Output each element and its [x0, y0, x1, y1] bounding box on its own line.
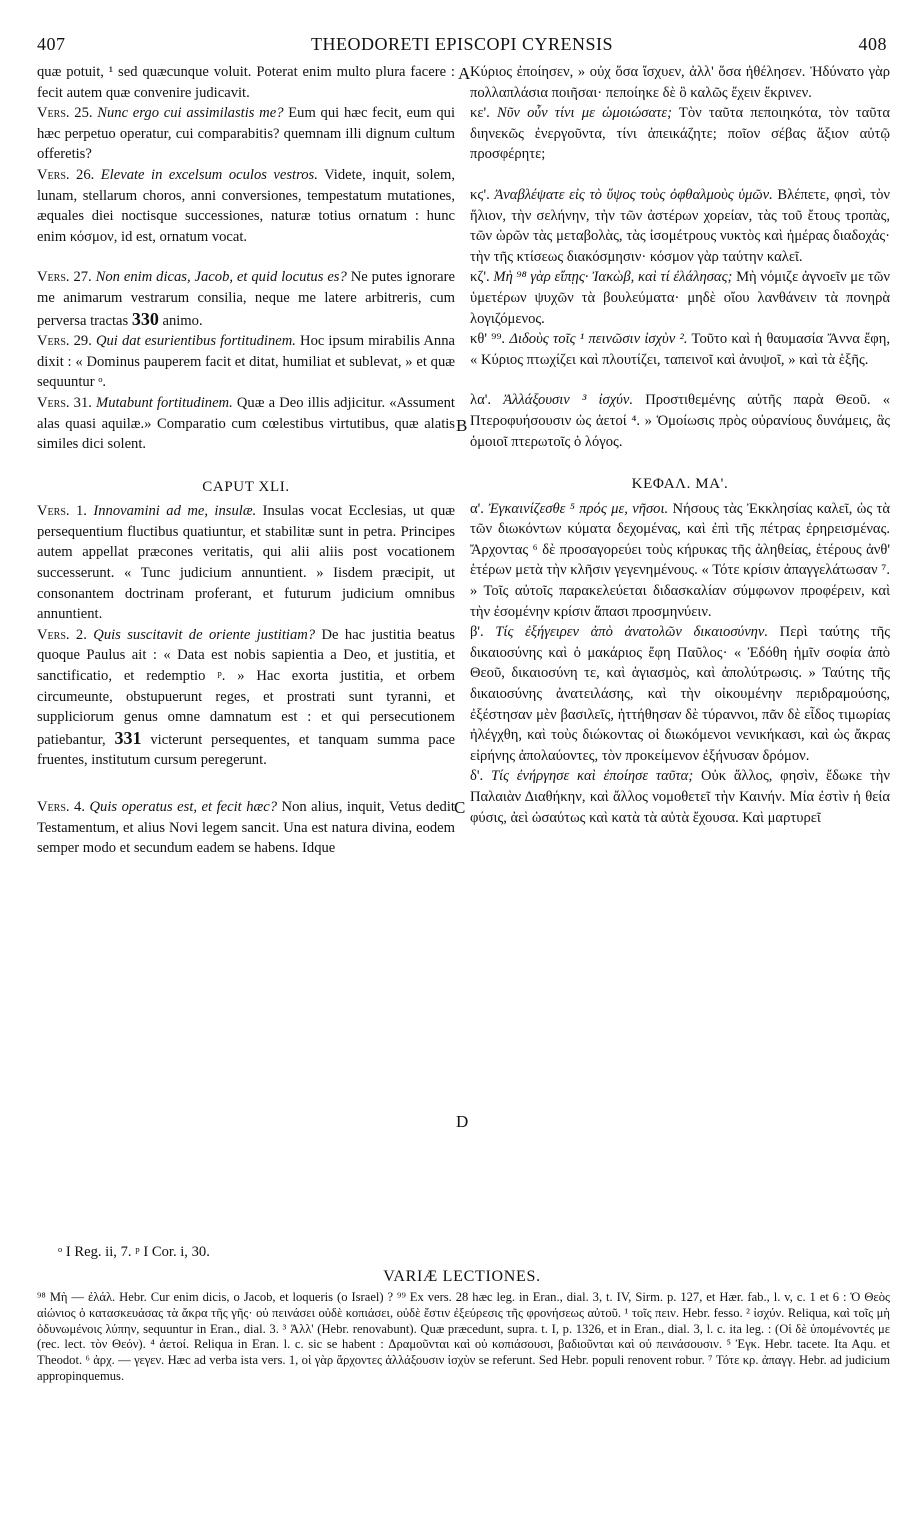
- right-page-number: 408: [858, 34, 887, 54]
- commentary-text: Βλέπετε, φησὶ, τὸν ἥλιον, τὴν σελήνην, τὴν τῶν ἀστέρων χορείαν, τὰς τοῦ ἔτους τροπὰς, τῶν ὡρῶν τὰς μεταβολὰς, τὰς ἰσομέτρους νυκτὸς καὶ ἡμέρας διαδοχάς· τὴν τῆς κτίσεως διακόσμησιν· κόσμον γὰρ ταύτην καλεῖ.: [470, 186, 890, 265]
- spacer: [37, 455, 455, 475]
- commentary-text: Hoc ipsum mirabilis Anna dixit : « Dominus pauperem facit et ditat, humiliat et sublevat, » et quæ sequuntur ᵒ.: [37, 333, 455, 391]
- spacer: [37, 771, 455, 797]
- spacer: [470, 165, 890, 185]
- running-title: THEODORETI EPISCOPI CYRENSIS: [310, 34, 614, 54]
- commentary-text: Τοῦτο καὶ ἡ θαυμασία Ἄννα ἔφη, « Κύριος πτωχίζει καὶ πλουτίζει, ταπεινοῖ καὶ ἀνυψοῖ, » καὶ τὰ ἑξῆς.: [470, 331, 890, 368]
- margin-letter-d: D: [456, 1112, 469, 1131]
- variae-lectiones-title: VARIÆ LECTIONES.: [383, 1268, 541, 1285]
- verse-lemma: Elevate in excelsum oculos vestros.: [100, 166, 318, 183]
- verse-lemma: Μὴ ⁹⁸ γὰρ εἴπῃς· Ἰακὼβ, καὶ τί ἐλάλησας;: [493, 269, 733, 286]
- verse-label: Vers. 31.: [37, 394, 92, 411]
- latin-paragraph: quæ potuit, ¹ sed quæcunque voluit. Poterat enim multo plura facere : fecit autem quæ convenire judicavit.: [37, 64, 455, 101]
- commentary-text: De hac justitia beatus quoque Paulus ait : « Data est nobis sapientia a Deo, et justitia, et sanctificatio, et redemptio ᵖ. » Hac exorta justitia, et orbem circumeunte, obstupuerunt reges, et prostrati sunt tyranni, et suppliciorum genus omne damnatum est : et qui persecutionem patiebantur,: [37, 626, 455, 748]
- verse-label: Vers. 29.: [37, 333, 92, 350]
- verse-lemma: Nunc ergo cui assimilastis me?: [97, 105, 284, 122]
- commentary-text: Περὶ ταύτης τῆς δικαιοσύνης καὶ ὁ μακάριος ἔφη Παῦλος· « Ἐδόθη ἡμῖν σοφία ἀπὸ Θεοῦ, δικαιοσύνη τε, καὶ ἁγιασμὸς, καὶ ἀπολύτρωσις. » Ταύτης τῆς δικαιοσύνης ἀνατειλάσης, καὶ τὴν οἰκουμένην περιδραμούσης, ἐξέστησαν μὲν βασιλεῖς, ἡττήθησαν δὲ τύραννοι, πᾶν δὲ εἶδος τιμωρίας ἠλέγχθη, καὶ τοὺς διώκοντας οἱ διωκόμενοι νενικήκασι, καὶ ὡς ἄκρας εἰρήνης ἀπολαύοντες, τὸν προκείμενον ἐξήνυσαν δρόμον.: [470, 624, 890, 764]
- verse-lemma: Διδοὺς τοῖς ¹ πεινῶσιν ἰσχὺν ².: [509, 331, 688, 348]
- verse-label: Vers. 25.: [37, 105, 93, 122]
- greek-paragraph: [470, 185, 890, 267]
- commentary-text: Insulas vocat Ecclesias, ut quæ persequentium fluctibus quatiuntur, et stabilitæ sunt in petra. Principes autem appellat præcones veritatis, qui alii aliis post vocationem successerunt. « Tunc judicium annuntient. » Iisdem præcipit, ut consonantem doctrinam proferant, et futurum judicium omnibus annuntient.: [37, 503, 455, 623]
- verse-number: β'.: [470, 624, 484, 641]
- latin-paragraph: [37, 267, 455, 331]
- verse-lemma: Ἀναβλέψατε εἰς τὸ ὕψος τοὺς ὀφθαλμοὺς ὑμῶν.: [494, 186, 773, 203]
- spacer: [37, 247, 455, 267]
- variant-readings: ⁹⁸ Μὴ — ἐλάλ. Hebr. Cur enim dicis, o Jacob, et loqueris (o Israel) ? ⁹⁹ Ex vers. 28 hæc leg. in Eran., dial. 3, t. IV, Sirm. p. 127, et Hær. fab., l. v, c. 1 et 6 : Ὁ Θεὸς αἰώνιος ὁ κατασκευάσας τὰ ἄκρα τῆς γῆς· οὐ πεινάσει οὐδὲ κοπιάσει, οὐδὲ ἔστιν ἐξεύρεσις τῆς φρονήσεως αὐτοῦ. ¹ τοῖς πειν. Hebr. fesso. ² ἰσχύν. Reliqua, καὶ τοῖς μὴ ὀδυνωμένοις λύπην, sequuntur in Eran., dial. 3. ³ Ἀλλ' (Hebr. renovabunt). Quæ præcedunt, supra. t. I, p. 1326, et in Eran., dial. 3, l. c. ita leg. : (Οἱ δὲ ὑπομένοντές με (rec. lect. τὸν Θεόν). ⁴ ἀετοί. Reliqua in Eran. l. c. sic se habent : Δραμοῦνται καὶ οὐ κοπιάσουσι, βαδιοῦνται καὶ οὐ πεινάσουσιν. ⁵ Ἐγκ. Hebr. tacete. Ita Aqu. et Theodot. ⁶ ἀρχ. — γεγεν. Hæc ad verba ista vers. 1, οἱ γὰρ ἄρχοντες ἀλλάξουσιν ἰσχὺν se referunt. Sed Hebr. populi renovent robur. ⁷ Τότε κρ. ἀπαγγ. Hebr. ad judicium appropinquemus.: [37, 1290, 890, 1383]
- commentary-text: animo.: [162, 312, 203, 329]
- commentary-text: Eum qui hæc fecit, eum qui hæc perpetuo operatur, cui comparabitis? quemnam illi dignum cultum offeretis?: [37, 105, 456, 163]
- verse-label: Vers. 26.: [37, 166, 95, 183]
- commentary-text: Ne putes ignorare me animarum vestrarum consilia, neque me latere arbitreris, cum perversa tractas: [37, 269, 455, 329]
- verse-lemma: Quis suscitavit de oriente justitiam?: [93, 626, 316, 643]
- verse-number: κϛ'.: [470, 186, 490, 203]
- column-number: 331: [114, 727, 142, 748]
- verse-label: Vers. 1.: [37, 503, 87, 520]
- chapter-heading: CAPUT XLI.: [202, 478, 290, 495]
- verse-lemma: Ἐγκαινίζεσθε ⁵ πρός με, νῆσοι.: [488, 500, 669, 517]
- verse-lemma: Innovamini ad me, insulæ.: [93, 503, 257, 520]
- commentary-text: Οὐκ ἄλλος, φησὶν, ἔδωκε τὴν Παλαιὰν Διαθήκην, καὶ ἄλλος νομοθετεῖ τὴν Καινήν. Μία ἐστὶν ἡ θεία φύσις, ἀεὶ ὡσαύτως καὶ κατὰ τὰ αὐτὰ ἔχουσα. Καὶ μαρτυρεῖ: [470, 768, 890, 826]
- verse-lemma: Τίς ἐνήργησε καὶ ἐποίησε ταῦτα;: [490, 768, 694, 785]
- variae-lectiones-text: [37, 1290, 890, 1385]
- column-number: 330: [131, 308, 159, 329]
- verse-lemma: Τίς ἐξήγειρεν ἀπὸ ἀνατολῶν δικαιοσύνην.: [495, 624, 769, 641]
- verse-label: Vers. 27.: [37, 269, 92, 286]
- greek-paragraph: [470, 499, 890, 623]
- greek-paragraph: [470, 267, 890, 329]
- latin-paragraph: [37, 501, 455, 625]
- spacer: [470, 452, 890, 472]
- margin-letter-b: B: [456, 416, 468, 435]
- verse-number: κζ'.: [470, 269, 490, 286]
- verse-label: Vers. 4.: [37, 799, 85, 815]
- latin-paragraph: [37, 165, 455, 247]
- spacer: [470, 370, 890, 390]
- commentary-text: victerunt persequentes, et tanquam summa pace fruentes, institutum cursum peregerunt.: [37, 731, 455, 769]
- latin-paragraph: [37, 103, 455, 165]
- verse-number: α'.: [470, 500, 484, 517]
- latin-column: [37, 62, 455, 859]
- left-page-number: 407: [37, 34, 66, 54]
- footnote-references: ᵒ I Reg. ii, 7. ᵖ I Cor. i, 30.: [58, 1244, 210, 1260]
- commentary-text: Νήσους τὰς Ἐκκλησίας καλεῖ, ὡς τὰ τῶν διωκόντων κύματα δεχομένας, καὶ ἐπὶ τῆς πέτρας ἐρηρεισμένας. Ἄρχοντας ⁶ δὲ προσαγορεύει τοὺς κήρυκας τῆς ἀληθείας, ἑτέρους ἀνθ' ἑτέρων μετὰ τὴν κλῆσιν γεγενημένους. « Τότε κρίσιν ἀπαγγελάτωσαν ⁷. » Τοῖς αὐτοῖς παρακελεύεται διδασκαλίαν σύμφωνον προφέρειν, καὶ τὴν ἐσομένην κρίσιν ἅπασι προσμηνύειν.: [470, 500, 890, 620]
- latin-paragraph: [37, 797, 455, 859]
- latin-paragraph: [37, 331, 455, 393]
- greek-column: [470, 62, 890, 828]
- latin-paragraph: [37, 625, 455, 771]
- chapter-heading: ΚΕΦΑΛ. ΜΑ'.: [631, 476, 729, 493]
- commentary-text: Quæ a Deo illis adjicitur. «Assument alas quasi aquilæ.» Comparatio cum cœlestibus virtutibus, quæ alatis similes dici solent.: [37, 394, 455, 453]
- verse-number: κθ' ⁹⁹.: [470, 331, 506, 348]
- commentary-text: Τὸν ταῦτα πεποιηκότα, τὸν ταῦτα διηνεκῶς ἐνεργοῦντα, τίνι ἀπεικάζητε; ποῖον σέβας ἄξιον αὐτῷ προσφέρητε;: [470, 105, 891, 163]
- verse-number: λα'.: [470, 392, 491, 409]
- commentary-text: Μὴ νόμιζε ἀγνοεῖν με τῶν ὑμετέρων ψυχῶν τὰ βουλεύματα· μηδὲ οἴου λανθάνειν τὰ πονηρὰ λογιζόμενος.: [470, 269, 891, 327]
- greek-paragraph: [470, 329, 890, 370]
- verse-number: δ'.: [470, 768, 484, 785]
- verse-lemma: Non enim dicas, Jacob, et quid locutus es?: [95, 269, 347, 286]
- verse-lemma: Mutabunt fortitudinem.: [96, 394, 233, 411]
- verse-lemma: Ἀλλάξουσιν ³ ἰσχύν.: [503, 392, 633, 409]
- margin-letter-a: A: [458, 64, 471, 83]
- margin-letter-c: C: [454, 798, 466, 817]
- commentary-text: Videte, inquit, solem, lunam, stellarum choros, anni conversiones, tempestatum mutationes, æquales diei noctisque successiones, naturæ totius ornatum : hunc enim κόσμον, id est, ornatum vocat.: [37, 166, 455, 245]
- greek-paragraph: Κύριος ἐποίησεν, » οὐχ ὅσα ἴσχυεν, ἀλλ' ὅσα ἠθέλησεν. Ἠδύνατο γὰρ πολλαπλάσια ποιῆσαι· πεποίηκε δὲ ὃ καλῶς ἔχειν ἔκρινεν.: [470, 64, 890, 101]
- greek-paragraph: [470, 766, 890, 828]
- verse-lemma: Qui dat esurientibus fortitudinem.: [95, 333, 296, 350]
- greek-paragraph: [470, 622, 890, 766]
- greek-paragraph: [470, 390, 890, 452]
- verse-label: Vers. 2.: [37, 626, 87, 643]
- commentary-text: Non alius, inquit, Vetus dedit Testamentum, et alius Novi legem sancit. Una est natura divina, eodem semper modo et secundum eadem se habens. Idque: [37, 799, 455, 857]
- latin-paragraph: [37, 393, 455, 455]
- verse-lemma: Quis operatus est, et fecit hæc?: [89, 799, 278, 815]
- verse-number: κε'.: [470, 105, 490, 122]
- greek-paragraph: [470, 103, 890, 165]
- verse-lemma: Νῦν οὖν τίνι με ὡμοιώσατε;: [496, 105, 672, 122]
- commentary-text: Προστιθεμένης αὐτῆς παρὰ Θεοῦ. « Πτεροφυήσουσιν ὡς ἀετοί ⁴. » Ὁμοίωσις πρὸς οὐρανίους δυνάμεις, ἃς ὁμοιοῖ πτερωτοῖς ὁ λόγος.: [470, 392, 890, 450]
